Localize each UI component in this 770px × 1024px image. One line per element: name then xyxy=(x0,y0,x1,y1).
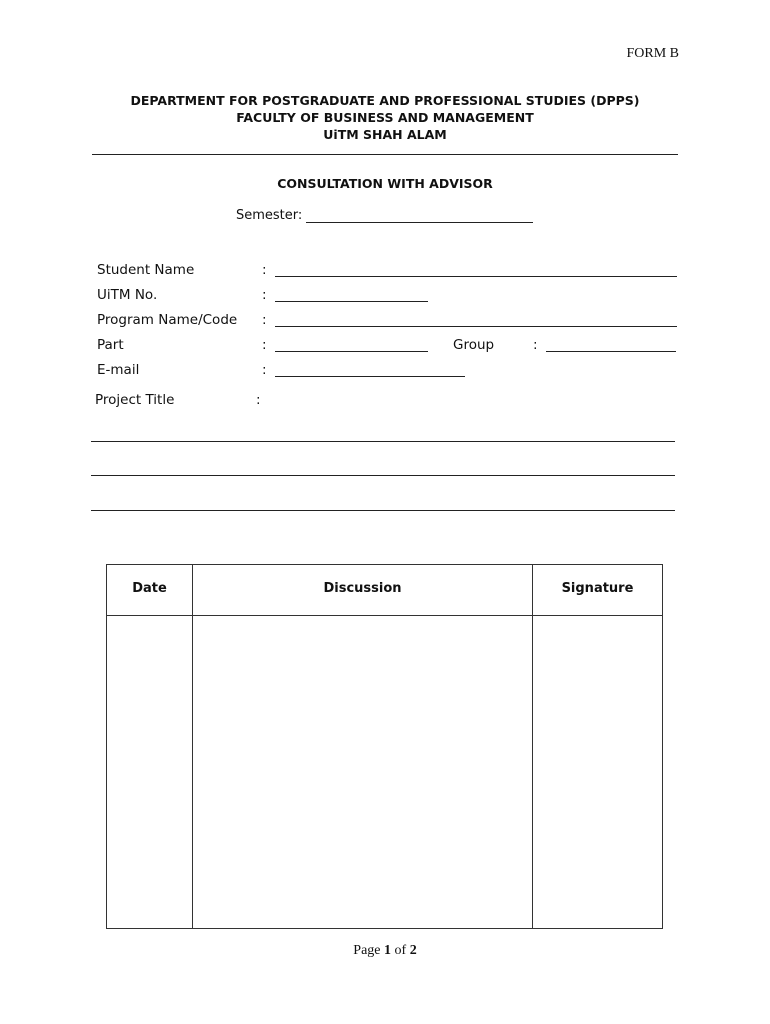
part-field[interactable] xyxy=(275,351,428,352)
group-colon: : xyxy=(533,337,538,353)
part-label: Part xyxy=(97,337,124,353)
column-header-date: Date xyxy=(132,581,167,596)
program-label: Program Name/Code xyxy=(97,312,238,328)
page-word: Page xyxy=(353,943,381,958)
program-colon: : xyxy=(262,312,267,328)
discussion-cell[interactable] xyxy=(193,616,532,928)
student-name-colon: : xyxy=(262,262,267,278)
column-header-discussion: Discussion xyxy=(323,581,402,596)
semester-label: Semester: xyxy=(236,208,303,223)
of-word: of xyxy=(394,943,407,958)
project-title-colon: : xyxy=(256,392,261,408)
part-colon: : xyxy=(262,337,267,353)
project-title-line[interactable] xyxy=(91,510,675,511)
form-code: FORM B xyxy=(626,46,679,61)
date-cell[interactable] xyxy=(107,616,192,928)
consultation-table xyxy=(106,564,663,929)
project-title-label: Project Title xyxy=(95,392,175,408)
uitm-no-label: UiTM No. xyxy=(97,287,158,303)
project-title-line[interactable] xyxy=(91,441,675,442)
header-faculty: FACULTY OF BUSINESS AND MANAGEMENT xyxy=(236,110,534,125)
program-field[interactable] xyxy=(275,326,677,327)
semester-field[interactable] xyxy=(306,222,533,223)
uitm-no-colon: : xyxy=(262,287,267,303)
signature-cell[interactable] xyxy=(533,616,662,928)
student-name-label: Student Name xyxy=(97,262,195,278)
header-campus: UiTM SHAH ALAM xyxy=(323,127,447,142)
email-colon: : xyxy=(262,362,267,378)
group-label: Group xyxy=(453,337,495,353)
header-divider xyxy=(92,154,678,155)
email-label: E-mail xyxy=(97,362,140,378)
form-title: CONSULTATION WITH ADVISOR xyxy=(277,176,493,191)
group-field[interactable] xyxy=(546,351,676,352)
column-header-signature: Signature xyxy=(561,581,634,596)
student-name-field[interactable] xyxy=(275,276,677,277)
project-title-line[interactable] xyxy=(91,475,675,476)
current-page: 1 xyxy=(384,943,392,958)
uitm-no-field[interactable] xyxy=(275,301,428,302)
email-field[interactable] xyxy=(275,376,465,377)
page-number xyxy=(0,943,770,959)
header-department: DEPARTMENT FOR POSTGRADUATE AND PROFESSIONAL STUDIES (DPPS) xyxy=(130,93,640,108)
total-pages: 2 xyxy=(409,943,417,958)
